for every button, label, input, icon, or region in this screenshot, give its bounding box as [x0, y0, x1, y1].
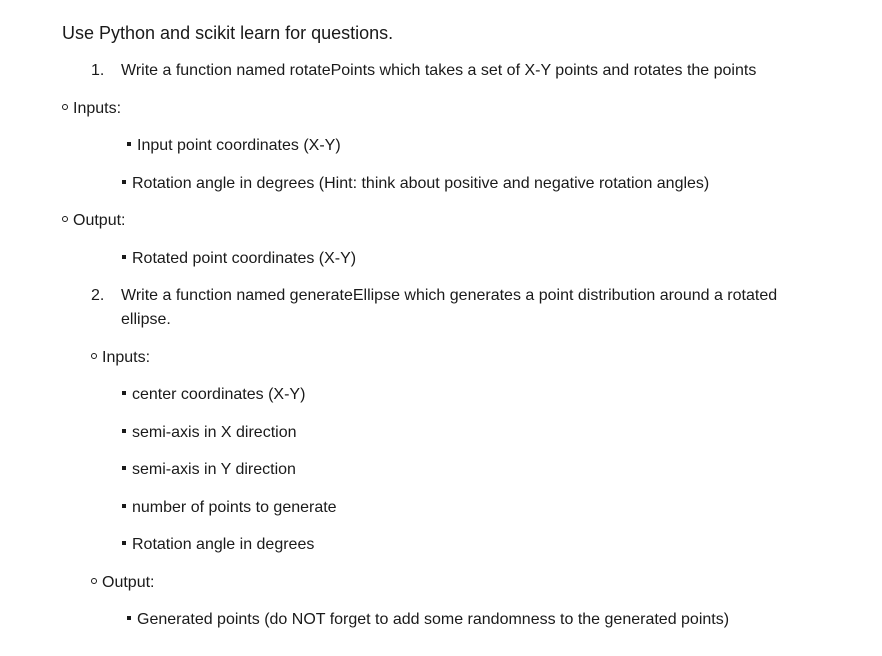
q2-output-label: Output: — [102, 574, 155, 591]
q1-input-item — [122, 174, 709, 194]
square-bullet-icon — [122, 429, 126, 433]
q2-inputs-label: Inputs: — [102, 349, 151, 366]
question-2-text: Write a function named generateEllipse which generates a point distribution around a rotated — [121, 287, 778, 304]
q2-input-item — [122, 498, 337, 518]
q1-output-item — [122, 249, 356, 269]
square-bullet-icon — [127, 616, 131, 620]
square-bullet-icon — [127, 142, 131, 146]
q2-output-heading — [91, 573, 154, 593]
square-bullet-icon — [122, 255, 126, 259]
question-1-number: 1. — [91, 62, 105, 79]
list-item-text: Input point coordinates (X-Y) — [137, 137, 341, 154]
list-item-text: Rotation angle in degrees (Hint: think about positive and negative rotation angles) — [132, 175, 710, 192]
q2-input-item — [122, 460, 296, 480]
question-1-text: Write a function named rotatePoints which takes a set of X-Y points and rotates the points — [121, 62, 757, 79]
list-item-text: Rotation angle in degrees — [132, 536, 315, 553]
q1-output-heading — [62, 211, 125, 231]
q2-input-item — [122, 423, 297, 443]
square-bullet-icon — [122, 466, 126, 470]
hollow-circle-bullet-icon — [62, 216, 68, 222]
square-bullet-icon — [122, 504, 126, 508]
list-item-text: semi-axis in X direction — [132, 424, 297, 441]
square-bullet-icon — [122, 391, 126, 395]
question-2-text-continued: ellipse. — [121, 311, 171, 328]
question-2-number: 2. — [91, 287, 105, 304]
intro-text: Use Python and scikit learn for questions. — [62, 23, 394, 43]
q2-input-item — [122, 535, 314, 555]
square-bullet-icon — [122, 180, 126, 184]
list-item-text: Generated points (do NOT forget to add some randomness to the generated points) — [137, 611, 730, 628]
q2-inputs-heading — [91, 348, 150, 368]
hollow-circle-bullet-icon — [62, 104, 68, 110]
q1-output-label: Output: — [73, 212, 126, 229]
q1-inputs-heading — [62, 99, 121, 119]
list-item-text: number of points to generate — [132, 499, 337, 516]
list-item-text: center coordinates (X-Y) — [132, 386, 306, 403]
question-2 — [91, 286, 777, 306]
list-item-text: Rotated point coordinates (X-Y) — [132, 250, 357, 267]
square-bullet-icon — [122, 541, 126, 545]
question-1 — [91, 61, 756, 81]
hollow-circle-bullet-icon — [91, 353, 97, 359]
q2-output-item — [127, 610, 729, 630]
q1-inputs-label: Inputs: — [73, 100, 122, 117]
q2-input-item — [122, 385, 305, 405]
hollow-circle-bullet-icon — [91, 578, 97, 584]
list-item-text: semi-axis in Y direction — [132, 461, 296, 478]
q1-input-item — [127, 136, 341, 156]
